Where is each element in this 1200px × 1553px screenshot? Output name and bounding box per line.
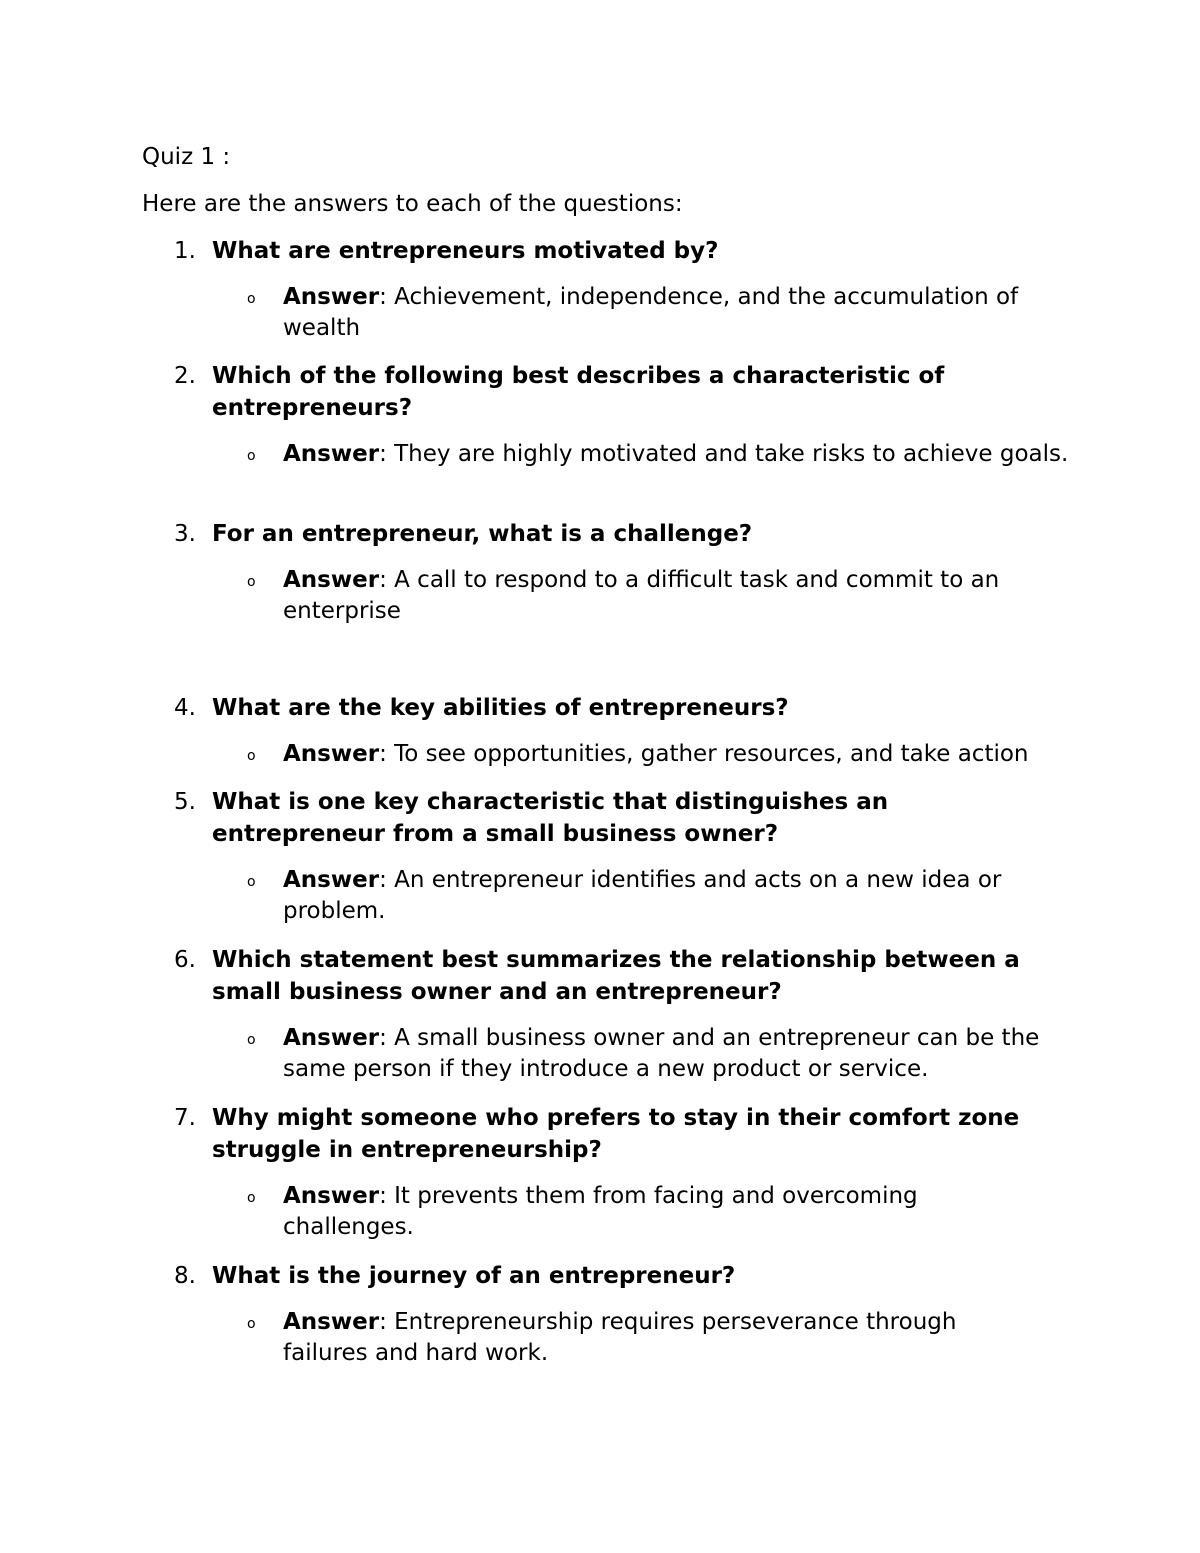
circle-bullet-icon: o <box>247 1032 256 1048</box>
answer-text <box>283 865 1073 927</box>
question-text: Why might someone who prefers to stay in their comfort zone struggle in entrepreneurship? <box>212 1105 1020 1163</box>
answer-label: Answer <box>283 284 380 310</box>
answer-label: Answer <box>283 741 380 767</box>
question-number: 8. <box>174 1263 196 1289</box>
circle-bullet-icon: o <box>247 1190 256 1206</box>
circle-bullet-icon: o <box>247 748 256 764</box>
answer-label: Answer <box>283 441 380 467</box>
question-number: 5. <box>174 789 196 815</box>
answer-text <box>283 1023 1083 1085</box>
question-number: 1. <box>174 238 196 264</box>
question-number: 6. <box>174 947 196 973</box>
answer-value: : They are highly motivated and take risks to achieve goals. <box>379 441 1069 467</box>
answer-value: : Entrepreneurship requires perseverance through failures and hard work. <box>283 1309 957 1366</box>
document-title: Quiz 1 : <box>142 144 231 170</box>
question-text: What is the journey of an entrepreneur? <box>212 1263 736 1289</box>
question-number: 2. <box>174 363 196 389</box>
answer-text <box>283 565 1073 627</box>
answer-label: Answer <box>283 1309 380 1335</box>
question-text: What are the key abilities of entrepreneurs? <box>212 695 789 721</box>
answer-label: Answer <box>283 1183 380 1209</box>
answer-label: Answer <box>283 567 380 593</box>
question-number: 3. <box>174 521 196 547</box>
circle-bullet-icon: o <box>247 574 256 590</box>
answer-value: : A call to respond to a difficult task and commit to an enterprise <box>283 567 1000 624</box>
circle-bullet-icon: o <box>247 874 256 890</box>
question-text: What is one key characteristic that distinguishes an entrepreneur from a small business owner? <box>212 789 889 847</box>
answer-value: : A small business owner and an entrepreneur can be the same person if they introduce a new product or service. <box>283 1025 1040 1082</box>
answer-value: : It prevents them from facing and overcoming challenges. <box>283 1183 918 1240</box>
answer-text <box>283 1181 983 1243</box>
question-text: Which statement best summarizes the relationship between a small business owner and an entrepreneur? <box>212 947 1020 1005</box>
circle-bullet-icon: o <box>247 1316 256 1332</box>
answer-text <box>283 282 1073 344</box>
circle-bullet-icon: o <box>247 448 256 464</box>
question-text: Which of the following best describes a characteristic of entrepreneurs? <box>212 363 945 421</box>
intro-text: Here are the answers to each of the questions: <box>142 191 683 217</box>
answer-text <box>283 439 1073 470</box>
answer-value: : An entrepreneur identifies and acts on a new idea or problem. <box>283 867 1002 924</box>
answer-value: : Achievement, independence, and the accumulation of wealth <box>283 284 1019 341</box>
question-number: 4. <box>174 695 196 721</box>
circle-bullet-icon: o <box>247 291 256 307</box>
question-text: What are entrepreneurs motivated by? <box>212 238 719 264</box>
question-number: 7. <box>174 1105 196 1131</box>
answer-value: : To see opportunities, gather resources, and take action <box>379 741 1029 767</box>
answer-label: Answer <box>283 867 380 893</box>
answer-text <box>283 739 1083 770</box>
question-text: For an entrepreneur, what is a challenge? <box>212 521 753 547</box>
answer-text <box>283 1307 1003 1369</box>
answer-label: Answer <box>283 1025 380 1051</box>
